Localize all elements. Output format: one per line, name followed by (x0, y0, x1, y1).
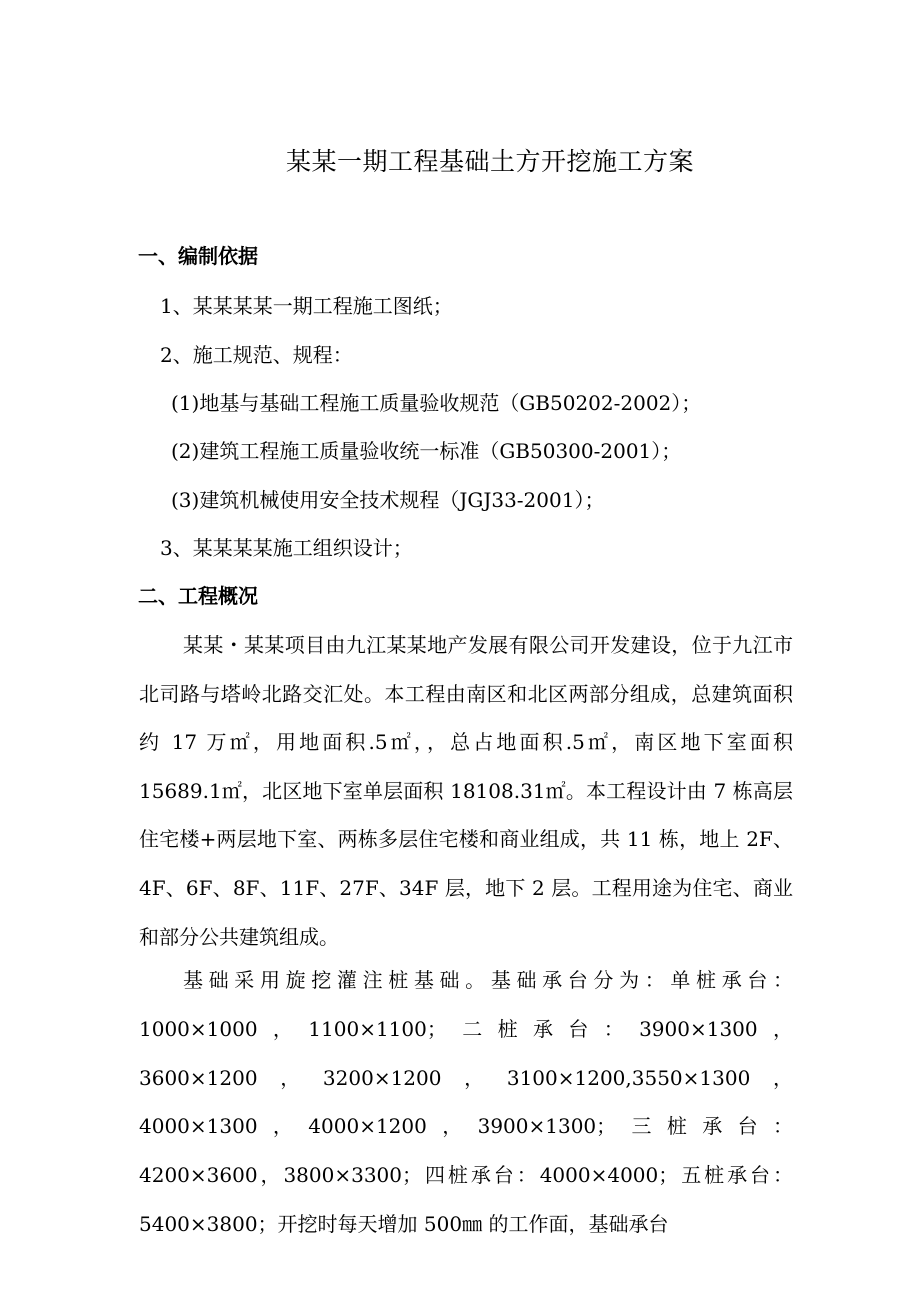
document-title: 某某一期工程基础土方开挖施工方案 (285, 147, 694, 176)
basis-subitem-3: (3)建筑机械使用安全技术规程（JGJ33-2001）； (171, 488, 605, 512)
section-heading-basis: 一、编制依据 (138, 244, 258, 268)
basis-subitem-2: (2)建筑工程施工质量验收统一标准（GB50300-2001）； (171, 439, 682, 463)
overview-paragraph-1: 某某・某某项目由九江某某地产发展有限公司开发建设，位于九江市北司路与塔岭北路交汇处。本工程由南区和北区两部分组成，总建筑面积约 17 万㎡，用地面积.5㎡，，总占地面积.5㎡，南区地下室面积 15689.1㎡，北区地下室单层面积 18108.31㎡。本工程设计由 7 栋高层住宅楼+两层地下室、两栋多层住宅楼和商业组成，共 11 栋，地上 2F、4F、6F、8F、11F、27F、34F 层，地下 2 层。工程用途为住宅、商业和部分公共建筑组成。 (139, 633, 793, 949)
overview-paragraph-2: 基础采用旋挖灌注桩基础。基础承台分为：单桩承台：1000×1000，1100×1100；二桩承台：3900×1300，3600×1200，3200×1200，3100×1200,3550×1300，4000×1300，4000×1200，3900×1300；三桩承台：4200×3600，3800×3300；四桩承台：4000×4000；五桩承台：5400×3800；开挖时每天增加 500㎜ 的工作面，基础承台 (139, 968, 793, 1236)
basis-item-1: 1、某某某某一期工程施工图纸； (160, 294, 453, 318)
basis-item-3: 3、某某某某施工组织设计； (160, 536, 413, 560)
section-heading-overview: 二、工程概况 (138, 584, 258, 608)
basis-subitem-1: (1)地基与基础工程施工质量验收规范（GB50202-2002）； (171, 391, 702, 415)
basis-item-2: 2、施工规范、规程： (160, 343, 353, 367)
